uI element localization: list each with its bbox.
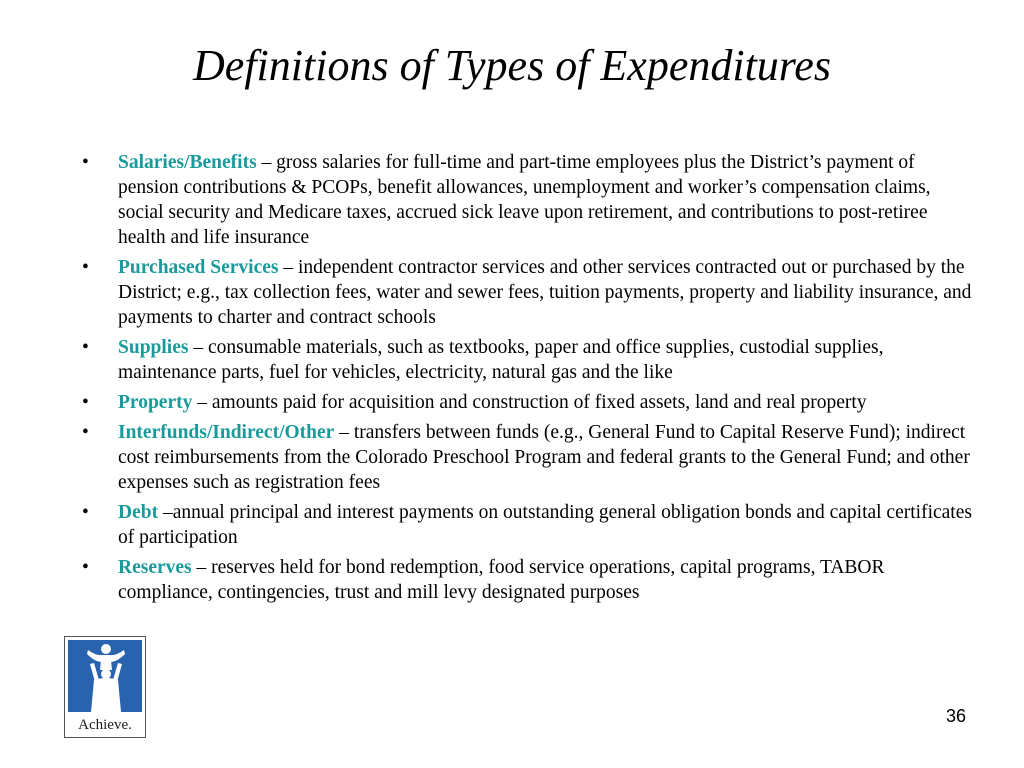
slide-title: Definitions of Types of Expenditures [193, 41, 831, 90]
term-label: Salaries/Benefits [118, 152, 257, 173]
list-item-reserves [76, 555, 976, 605]
term-label: Reserves [118, 557, 192, 578]
definition-text: – amounts paid for acquisition and construction of fixed assets, land and real property [192, 392, 867, 413]
logo-text: Achieve. [78, 717, 132, 733]
list-item-purchased-services [76, 255, 976, 330]
achieve-logo [64, 636, 146, 738]
term-label: Property [118, 392, 193, 413]
definition-text: – gross salaries for full-time and part-time employees plus the District’s payment of pension contributions & PCOPs, benefit allowances, unemployment and worker’s compensation claims, social security and Medicare taxes, accrued sick leave upon retirement, and contributions to post-retiree health and life insurance [118, 152, 931, 248]
term-label: Supplies [118, 337, 189, 358]
term-label: Debt [118, 502, 159, 523]
term-label: Interfunds/Indirect/Other [118, 422, 335, 443]
bullet-icon: • [82, 502, 89, 523]
page-number: 36 [945, 706, 966, 726]
definition-text: – reserves held for bond redemption, food service operations, capital programs, TABOR compliance, contingencies, trust and mill levy designated purposes [118, 557, 885, 603]
bullet-icon: • [82, 152, 89, 173]
list-item-salaries-benefits [76, 150, 976, 250]
bullet-icon: • [82, 392, 89, 413]
definition-text: – consumable materials, such as textbooks, paper and office supplies, custodial supplies, maintenance parts, fuel for vehicles, electricity, natural gas and the like [118, 337, 884, 383]
bullet-icon: • [82, 557, 89, 578]
list-item-interfunds [76, 420, 976, 495]
bullet-icon: • [82, 337, 89, 358]
definition-text: – transfers between funds (e.g., General Fund to Capital Reserve Fund); indirect cost reimbursements from the Colorado Preschool Program and federal grants to the General Fund; and other expenses such as registration fees [118, 422, 970, 493]
definitions-list [76, 150, 976, 610]
list-item-debt [76, 500, 976, 550]
definition-text: –annual principal and interest payments on outstanding general obligation bonds and capital certificates of participation [118, 502, 972, 548]
list-item-supplies [76, 335, 976, 385]
definition-text: – independent contractor services and other services contracted out or purchased by the District; e.g., tax collection fees, water and sewer fees, tuition payments, property and liability insurance, and payments to charter and contract schools [118, 257, 972, 328]
bullet-icon: • [82, 257, 89, 278]
logo-emblem [68, 640, 142, 712]
term-label: Purchased Services [118, 257, 279, 278]
list-item-property [76, 390, 976, 415]
adult-carrying-child-icon [68, 640, 142, 712]
bullet-icon: • [82, 422, 89, 443]
